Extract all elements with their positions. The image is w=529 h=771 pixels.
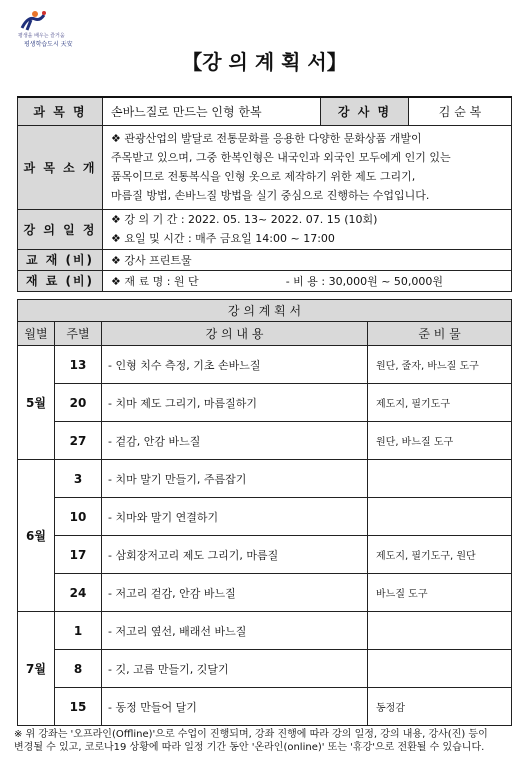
intro-line: 마름질 방법, 손바느질 방법을 실기 중심으로 진행하는 수업입니다. <box>111 189 430 202</box>
prep-cell <box>368 498 512 536</box>
course-period: ❖ 강 의 기 간 : 2022. 05. 13~ 2022. 07. 15 (10회) <box>111 213 378 226</box>
content-cell: - 저고리 옆선, 배래선 바느질 <box>102 612 368 650</box>
content-cell: - 치마 말기 만들기, 주름잡기 <box>102 460 368 498</box>
week-cell: 3 <box>55 460 102 498</box>
prep-cell: 동정감 <box>368 688 512 726</box>
month-cell: 5월 <box>18 346 55 460</box>
content-cell: - 치마와 말기 연결하기 <box>102 498 368 536</box>
prep-cell: 원단, 바느질 도구 <box>368 422 512 460</box>
material-cost: - 비 용 : 30,000원 ~ 50,000원 <box>285 274 444 288</box>
week-cell: 10 <box>55 498 102 536</box>
month-cell: 6월 <box>18 460 55 612</box>
week-cell: 15 <box>55 688 102 726</box>
content-cell: - 삼회장저고리 제도 그리기, 마름질 <box>102 536 368 574</box>
page-title: 【강 의 계 획 서】 <box>182 50 347 74</box>
content-cell: - 깃, 고름 만들기, 깃달기 <box>102 650 368 688</box>
instructor-name: 김 순 복 <box>409 97 512 125</box>
prep-cell: 바느질 도구 <box>368 574 512 612</box>
intro-label: 과 목 소 개 <box>18 125 103 209</box>
content-cell: - 동정 만들어 달기 <box>102 688 368 726</box>
course-label: 과 목 명 <box>18 97 103 125</box>
prep-cell <box>368 650 512 688</box>
content-cell: - 저고리 겉감, 안감 바느질 <box>102 574 368 612</box>
prep-cell: 원단, 줄자, 바느질 도구 <box>368 346 512 384</box>
course-schedule <box>103 209 512 249</box>
table-row <box>18 536 512 574</box>
header-week: 주별 <box>55 322 102 346</box>
prep-cell <box>368 612 512 650</box>
prep-cell: 제도지, 필기도구, 원단 <box>368 536 512 574</box>
table-row <box>18 460 512 498</box>
textbook-label: 교 재 (비) <box>18 249 103 270</box>
material-name: ❖ 재 료 명 : 원 단 <box>111 274 199 288</box>
schedule-label: 강 의 일 정 <box>18 209 103 249</box>
table-row <box>18 384 512 422</box>
header-month: 월별 <box>18 322 55 346</box>
week-cell: 20 <box>55 384 102 422</box>
footnote-line: ※ 위 강좌는 '오프라인(Offline)'으로 수업이 진행되며, 강좌 진행에 따라 강의 일정, 강의 내용, 강사(진) 등이 <box>14 729 488 740</box>
content-cell: - 치마 제도 그리기, 마름질하기 <box>102 384 368 422</box>
lecture-plan-table <box>17 299 512 726</box>
logo-name: 평생학습도시 天安 <box>24 41 73 48</box>
textbook-value: ❖ 강사 프린트물 <box>103 249 512 270</box>
week-cell: 27 <box>55 422 102 460</box>
plan-title: 강 의 계 획 서 <box>18 300 512 322</box>
table-row <box>18 574 512 612</box>
course-name: 손바느질로 만드는 인형 한복 <box>103 97 321 125</box>
table-row <box>18 650 512 688</box>
week-cell: 13 <box>55 346 102 384</box>
table-row <box>18 688 512 726</box>
table-row <box>18 422 512 460</box>
footnote <box>14 728 514 754</box>
header-prep: 준 비 물 <box>368 322 512 346</box>
prep-cell <box>368 460 512 498</box>
footnote-line: 변경될 수 있고, 코로나19 상황에 따라 일정 기간 동안 '온라인(online)' 또는 '휴강'으로 전환될 수 있습니다. <box>14 742 485 753</box>
intro-line: 주목받고 있으며, 그중 한복인형은 내국인과 외국인 모두에게 인기 있는 <box>111 151 451 164</box>
logo-subtitle: 평생을 배우는 즐거움 <box>18 33 65 39</box>
intro-line: ❖ 관광산업의 발달로 전통문화를 응용한 다양한 문화상품 개발이 <box>111 132 422 145</box>
material-label: 재 료 (비) <box>18 270 103 291</box>
header-content: 강 의 내 용 <box>102 322 368 346</box>
course-intro <box>103 125 512 209</box>
week-cell: 8 <box>55 650 102 688</box>
week-cell: 24 <box>55 574 102 612</box>
week-cell: 1 <box>55 612 102 650</box>
month-cell: 7월 <box>18 612 55 726</box>
intro-line: 품목이므로 전통복식을 인형 옷으로 제작하기 위한 제도 그리기, <box>111 170 416 183</box>
course-info-table <box>17 96 512 292</box>
material-value <box>103 270 512 291</box>
table-row <box>18 498 512 536</box>
course-time: ❖ 요일 및 시간 : 매주 금요일 14:00 ~ 17:00 <box>111 232 335 245</box>
instructor-label: 강 사 명 <box>321 97 409 125</box>
week-cell: 17 <box>55 536 102 574</box>
prep-cell: 제도지, 필기도구 <box>368 384 512 422</box>
logo-figure-icon <box>18 10 48 34</box>
content-cell: - 겉감, 안감 바느질 <box>102 422 368 460</box>
table-row <box>18 612 512 650</box>
table-row <box>18 346 512 384</box>
content-cell: - 인형 치수 측정, 기초 손바느질 <box>102 346 368 384</box>
